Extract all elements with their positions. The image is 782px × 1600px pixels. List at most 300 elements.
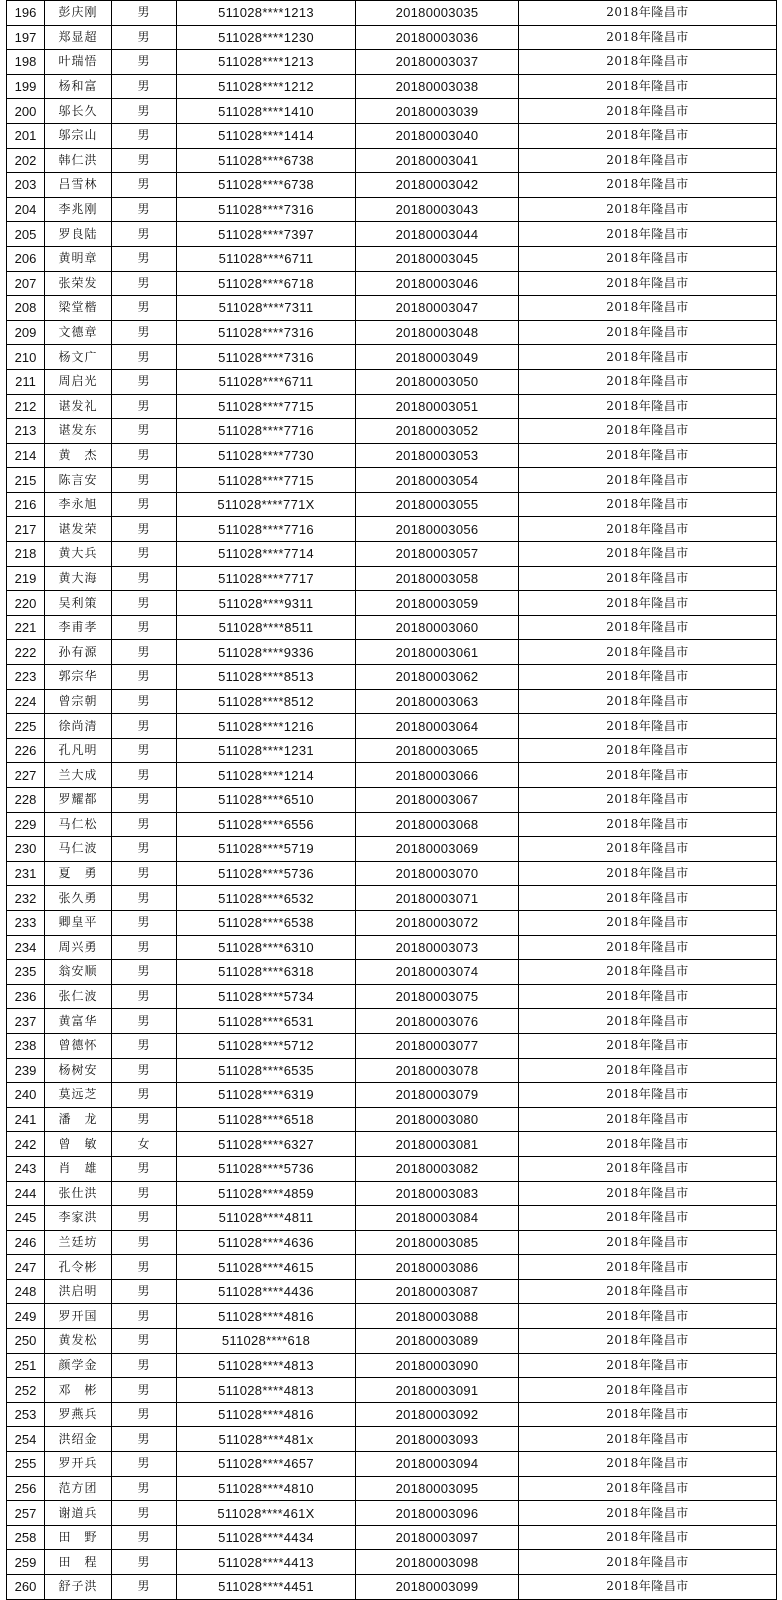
row-number-cell: 237 (7, 1009, 45, 1034)
certificate-number-cell: 20180003080 (356, 1107, 519, 1132)
table-row (7, 99, 777, 124)
person-name-cell: 张仕洪 (45, 1181, 112, 1206)
gender-cell: 男 (112, 935, 177, 960)
row-number-cell: 212 (7, 394, 45, 419)
id-number-cell: 511028****8513 (177, 665, 356, 690)
row-number-cell: 245 (7, 1206, 45, 1231)
batch-location-cell: 2018年隆昌市 (519, 1402, 777, 1427)
batch-location-cell: 2018年隆昌市 (519, 246, 777, 271)
person-name-cell: 莫远芝 (45, 1083, 112, 1108)
certificate-number-cell: 20180003038 (356, 74, 519, 99)
table-row (7, 542, 777, 567)
certificate-number-cell: 20180003058 (356, 566, 519, 591)
gender-cell: 男 (112, 443, 177, 468)
row-number-cell: 248 (7, 1279, 45, 1304)
id-number-cell: 511028****7316 (177, 320, 356, 345)
gender-cell: 男 (112, 1575, 177, 1600)
id-number-cell: 511028****6718 (177, 271, 356, 296)
id-number-cell: 511028****6738 (177, 173, 356, 198)
id-number-cell: 511028****1230 (177, 25, 356, 50)
id-number-cell: 511028****4657 (177, 1452, 356, 1477)
batch-location-cell: 2018年隆昌市 (519, 788, 777, 813)
gender-cell: 男 (112, 74, 177, 99)
table-row (7, 763, 777, 788)
batch-location-cell: 2018年隆昌市 (519, 369, 777, 394)
person-name-cell: 罗开兵 (45, 1452, 112, 1477)
id-number-cell: 511028****4859 (177, 1181, 356, 1206)
certificate-number-cell: 20180003091 (356, 1378, 519, 1403)
person-name-cell: 孔凡明 (45, 738, 112, 763)
row-number-cell: 204 (7, 197, 45, 222)
id-number-cell: 511028****5736 (177, 1156, 356, 1181)
table-row (7, 1550, 777, 1575)
table-row (7, 369, 777, 394)
batch-location-cell: 2018年隆昌市 (519, 468, 777, 493)
person-name-cell: 舒子洪 (45, 1575, 112, 1600)
batch-location-cell: 2018年隆昌市 (519, 861, 777, 886)
certificate-number-cell: 20180003045 (356, 246, 519, 271)
row-number-cell: 243 (7, 1156, 45, 1181)
row-number-cell: 220 (7, 591, 45, 616)
row-number-cell: 253 (7, 1402, 45, 1427)
person-name-cell: 孔令彬 (45, 1255, 112, 1280)
certificate-number-cell: 20180003050 (356, 369, 519, 394)
table-row (7, 665, 777, 690)
person-name-cell: 吴利策 (45, 591, 112, 616)
certificate-number-cell: 20180003072 (356, 910, 519, 935)
table-row (7, 615, 777, 640)
certificate-number-cell: 20180003064 (356, 714, 519, 739)
gender-cell: 男 (112, 788, 177, 813)
batch-location-cell: 2018年隆昌市 (519, 615, 777, 640)
certificate-number-cell: 20180003076 (356, 1009, 519, 1034)
batch-location-cell: 2018年隆昌市 (519, 1525, 777, 1550)
batch-location-cell: 2018年隆昌市 (519, 1033, 777, 1058)
gender-cell: 男 (112, 246, 177, 271)
certificate-number-cell: 20180003068 (356, 812, 519, 837)
row-number-cell: 210 (7, 345, 45, 370)
gender-cell: 男 (112, 50, 177, 75)
certificate-number-cell: 20180003035 (356, 1, 519, 26)
gender-cell: 男 (112, 1107, 177, 1132)
gender-cell: 男 (112, 1304, 177, 1329)
certificate-number-cell: 20180003083 (356, 1181, 519, 1206)
id-number-cell: 511028****4811 (177, 1206, 356, 1231)
certificate-number-cell: 20180003093 (356, 1427, 519, 1452)
person-name-cell: 翁安顺 (45, 960, 112, 985)
batch-location-cell: 2018年隆昌市 (519, 1550, 777, 1575)
batch-location-cell: 2018年隆昌市 (519, 1058, 777, 1083)
certificate-number-cell: 20180003065 (356, 738, 519, 763)
id-number-cell: 511028****6711 (177, 369, 356, 394)
gender-cell: 男 (112, 296, 177, 321)
gender-cell: 男 (112, 1009, 177, 1034)
certificate-number-cell: 20180003053 (356, 443, 519, 468)
person-name-cell: 兰大成 (45, 763, 112, 788)
person-name-cell: 周启光 (45, 369, 112, 394)
row-number-cell: 201 (7, 123, 45, 148)
row-number-cell: 196 (7, 1, 45, 26)
certificate-number-cell: 20180003085 (356, 1230, 519, 1255)
certificate-number-cell: 20180003043 (356, 197, 519, 222)
id-number-cell: 511028****1410 (177, 99, 356, 124)
table-row (7, 591, 777, 616)
id-number-cell: 511028****6738 (177, 148, 356, 173)
gender-cell: 男 (112, 1255, 177, 1280)
row-number-cell: 241 (7, 1107, 45, 1132)
id-number-cell: 511028****8512 (177, 689, 356, 714)
row-number-cell: 250 (7, 1329, 45, 1354)
batch-location-cell: 2018年隆昌市 (519, 1156, 777, 1181)
batch-location-cell: 2018年隆昌市 (519, 837, 777, 862)
table-row (7, 738, 777, 763)
row-number-cell: 207 (7, 271, 45, 296)
table-row (7, 1452, 777, 1477)
batch-location-cell: 2018年隆昌市 (519, 640, 777, 665)
batch-location-cell: 2018年隆昌市 (519, 173, 777, 198)
table-row (7, 984, 777, 1009)
id-number-cell: 511028****771X (177, 492, 356, 517)
table-row (7, 517, 777, 542)
gender-cell: 男 (112, 1329, 177, 1354)
roster-table (6, 0, 777, 1600)
table-row (7, 1304, 777, 1329)
batch-location-cell: 2018年隆昌市 (519, 419, 777, 444)
certificate-number-cell: 20180003094 (356, 1452, 519, 1477)
certificate-number-cell: 20180003069 (356, 837, 519, 862)
person-name-cell: 张久勇 (45, 886, 112, 911)
id-number-cell: 511028****7715 (177, 468, 356, 493)
person-name-cell: 谌发礼 (45, 394, 112, 419)
person-name-cell: 黄明章 (45, 246, 112, 271)
gender-cell: 男 (112, 689, 177, 714)
person-name-cell: 杨树安 (45, 1058, 112, 1083)
batch-location-cell: 2018年隆昌市 (519, 1255, 777, 1280)
row-number-cell: 222 (7, 640, 45, 665)
batch-location-cell: 2018年隆昌市 (519, 517, 777, 542)
batch-location-cell: 2018年隆昌市 (519, 1279, 777, 1304)
batch-location-cell: 2018年隆昌市 (519, 910, 777, 935)
row-number-cell: 239 (7, 1058, 45, 1083)
id-number-cell: 511028****7716 (177, 517, 356, 542)
person-name-cell: 曾宗朝 (45, 689, 112, 714)
batch-location-cell: 2018年隆昌市 (519, 689, 777, 714)
person-name-cell: 潘 龙 (45, 1107, 112, 1132)
row-number-cell: 202 (7, 148, 45, 173)
batch-location-cell: 2018年隆昌市 (519, 886, 777, 911)
batch-location-cell: 2018年隆昌市 (519, 591, 777, 616)
batch-location-cell: 2018年隆昌市 (519, 271, 777, 296)
batch-location-cell: 2018年隆昌市 (519, 1575, 777, 1600)
table-row (7, 74, 777, 99)
certificate-number-cell: 20180003047 (356, 296, 519, 321)
gender-cell: 男 (112, 369, 177, 394)
table-row (7, 320, 777, 345)
person-name-cell: 洪启明 (45, 1279, 112, 1304)
row-number-cell: 206 (7, 246, 45, 271)
person-name-cell: 李兆刚 (45, 197, 112, 222)
row-number-cell: 246 (7, 1230, 45, 1255)
row-number-cell: 257 (7, 1501, 45, 1526)
person-name-cell: 文德章 (45, 320, 112, 345)
certificate-number-cell: 20180003079 (356, 1083, 519, 1108)
table-row (7, 197, 777, 222)
id-number-cell: 511028****1212 (177, 74, 356, 99)
person-name-cell: 马仁松 (45, 812, 112, 837)
table-row (7, 812, 777, 837)
row-number-cell: 200 (7, 99, 45, 124)
id-number-cell: 511028****4413 (177, 1550, 356, 1575)
person-name-cell: 黄大兵 (45, 542, 112, 567)
person-name-cell: 叶瑞悟 (45, 50, 112, 75)
person-name-cell: 卿皇平 (45, 910, 112, 935)
batch-location-cell: 2018年隆昌市 (519, 1132, 777, 1157)
id-number-cell: 511028****6510 (177, 788, 356, 813)
person-name-cell: 范方团 (45, 1476, 112, 1501)
id-number-cell: 511028****4636 (177, 1230, 356, 1255)
gender-cell: 男 (112, 1525, 177, 1550)
gender-cell: 男 (112, 271, 177, 296)
table-row (7, 837, 777, 862)
row-number-cell: 215 (7, 468, 45, 493)
batch-location-cell: 2018年隆昌市 (519, 714, 777, 739)
table-row (7, 861, 777, 886)
id-number-cell: 511028****618 (177, 1329, 356, 1354)
batch-location-cell: 2018年隆昌市 (519, 1206, 777, 1231)
table-row (7, 788, 777, 813)
gender-cell: 男 (112, 591, 177, 616)
batch-location-cell: 2018年隆昌市 (519, 1452, 777, 1477)
gender-cell: 男 (112, 1427, 177, 1452)
gender-cell: 男 (112, 1402, 177, 1427)
id-number-cell: 511028****4816 (177, 1402, 356, 1427)
batch-location-cell: 2018年隆昌市 (519, 345, 777, 370)
certificate-number-cell: 20180003056 (356, 517, 519, 542)
gender-cell: 女 (112, 1132, 177, 1157)
id-number-cell: 511028****4615 (177, 1255, 356, 1280)
row-number-cell: 203 (7, 173, 45, 198)
id-number-cell: 511028****481x (177, 1427, 356, 1452)
table-row (7, 50, 777, 75)
gender-cell: 男 (112, 566, 177, 591)
certificate-number-cell: 20180003036 (356, 25, 519, 50)
row-number-cell: 238 (7, 1033, 45, 1058)
table-row (7, 1402, 777, 1427)
gender-cell: 男 (112, 542, 177, 567)
id-number-cell: 511028****4436 (177, 1279, 356, 1304)
certificate-number-cell: 20180003082 (356, 1156, 519, 1181)
batch-location-cell: 2018年隆昌市 (519, 320, 777, 345)
certificate-number-cell: 20180003063 (356, 689, 519, 714)
row-number-cell: 225 (7, 714, 45, 739)
certificate-number-cell: 20180003061 (356, 640, 519, 665)
id-number-cell: 511028****7311 (177, 296, 356, 321)
certificate-number-cell: 20180003070 (356, 861, 519, 886)
id-number-cell: 511028****5719 (177, 837, 356, 862)
batch-location-cell: 2018年隆昌市 (519, 738, 777, 763)
gender-cell: 男 (112, 1378, 177, 1403)
table-row (7, 1107, 777, 1132)
person-name-cell: 徐尚清 (45, 714, 112, 739)
batch-location-cell: 2018年隆昌市 (519, 492, 777, 517)
batch-location-cell: 2018年隆昌市 (519, 763, 777, 788)
table-row (7, 1353, 777, 1378)
table-row (7, 394, 777, 419)
table-row (7, 1132, 777, 1157)
id-number-cell: 511028****7715 (177, 394, 356, 419)
gender-cell: 男 (112, 640, 177, 665)
gender-cell: 男 (112, 861, 177, 886)
certificate-number-cell: 20180003087 (356, 1279, 519, 1304)
batch-location-cell: 2018年隆昌市 (519, 812, 777, 837)
table-row (7, 1427, 777, 1452)
row-number-cell: 242 (7, 1132, 45, 1157)
batch-location-cell: 2018年隆昌市 (519, 1181, 777, 1206)
row-number-cell: 217 (7, 517, 45, 542)
row-number-cell: 224 (7, 689, 45, 714)
table-row (7, 173, 777, 198)
table-row (7, 1501, 777, 1526)
id-number-cell: 511028****6319 (177, 1083, 356, 1108)
person-name-cell: 罗耀都 (45, 788, 112, 813)
gender-cell: 男 (112, 517, 177, 542)
certificate-number-cell: 20180003095 (356, 1476, 519, 1501)
person-name-cell: 黄富华 (45, 1009, 112, 1034)
row-number-cell: 221 (7, 615, 45, 640)
batch-location-cell: 2018年隆昌市 (519, 935, 777, 960)
row-number-cell: 198 (7, 50, 45, 75)
person-name-cell: 梁堂楷 (45, 296, 112, 321)
id-number-cell: 511028****1216 (177, 714, 356, 739)
table-row (7, 1255, 777, 1280)
person-name-cell: 罗良陆 (45, 222, 112, 247)
id-number-cell: 511028****1231 (177, 738, 356, 763)
table-row (7, 123, 777, 148)
batch-location-cell: 2018年隆昌市 (519, 222, 777, 247)
id-number-cell: 511028****1213 (177, 50, 356, 75)
batch-location-cell: 2018年隆昌市 (519, 1083, 777, 1108)
table-row (7, 960, 777, 985)
batch-location-cell: 2018年隆昌市 (519, 1329, 777, 1354)
certificate-number-cell: 20180003060 (356, 615, 519, 640)
gender-cell: 男 (112, 812, 177, 837)
certificate-number-cell: 20180003096 (356, 1501, 519, 1526)
batch-location-cell: 2018年隆昌市 (519, 566, 777, 591)
row-number-cell: 197 (7, 25, 45, 50)
row-number-cell: 223 (7, 665, 45, 690)
id-number-cell: 511028****6711 (177, 246, 356, 271)
person-name-cell: 黄发松 (45, 1329, 112, 1354)
roster-sheet (6, 0, 776, 1598)
id-number-cell: 511028****4451 (177, 1575, 356, 1600)
id-number-cell: 511028****6310 (177, 935, 356, 960)
gender-cell: 男 (112, 1550, 177, 1575)
person-name-cell: 李甫孝 (45, 615, 112, 640)
person-name-cell: 曾 敏 (45, 1132, 112, 1157)
row-number-cell: 259 (7, 1550, 45, 1575)
person-name-cell: 田 野 (45, 1525, 112, 1550)
person-name-cell: 杨和富 (45, 74, 112, 99)
table-row (7, 1230, 777, 1255)
row-number-cell: 214 (7, 443, 45, 468)
table-row (7, 1033, 777, 1058)
certificate-number-cell: 20180003057 (356, 542, 519, 567)
gender-cell: 男 (112, 960, 177, 985)
row-number-cell: 244 (7, 1181, 45, 1206)
id-number-cell: 511028****9336 (177, 640, 356, 665)
person-name-cell: 田 程 (45, 1550, 112, 1575)
person-name-cell: 洪绍金 (45, 1427, 112, 1452)
batch-location-cell: 2018年隆昌市 (519, 74, 777, 99)
id-number-cell: 511028****6535 (177, 1058, 356, 1083)
batch-location-cell: 2018年隆昌市 (519, 1476, 777, 1501)
gender-cell: 男 (112, 345, 177, 370)
batch-location-cell: 2018年隆昌市 (519, 1230, 777, 1255)
row-number-cell: 213 (7, 419, 45, 444)
id-number-cell: 511028****8511 (177, 615, 356, 640)
id-number-cell: 511028****7397 (177, 222, 356, 247)
certificate-number-cell: 20180003052 (356, 419, 519, 444)
person-name-cell: 曾德怀 (45, 1033, 112, 1058)
id-number-cell: 511028****4813 (177, 1353, 356, 1378)
certificate-number-cell: 20180003048 (356, 320, 519, 345)
batch-location-cell: 2018年隆昌市 (519, 50, 777, 75)
gender-cell: 男 (112, 148, 177, 173)
person-name-cell: 马仁波 (45, 837, 112, 862)
certificate-number-cell: 20180003078 (356, 1058, 519, 1083)
certificate-number-cell: 20180003084 (356, 1206, 519, 1231)
table-row (7, 246, 777, 271)
certificate-number-cell: 20180003040 (356, 123, 519, 148)
batch-location-cell: 2018年隆昌市 (519, 25, 777, 50)
table-row (7, 148, 777, 173)
gender-cell: 男 (112, 222, 177, 247)
row-number-cell: 218 (7, 542, 45, 567)
person-name-cell: 谢道兵 (45, 1501, 112, 1526)
row-number-cell: 247 (7, 1255, 45, 1280)
row-number-cell: 235 (7, 960, 45, 985)
table-row (7, 1206, 777, 1231)
batch-location-cell: 2018年隆昌市 (519, 665, 777, 690)
person-name-cell: 韩仁洪 (45, 148, 112, 173)
table-row (7, 1329, 777, 1354)
certificate-number-cell: 20180003075 (356, 984, 519, 1009)
row-number-cell: 251 (7, 1353, 45, 1378)
id-number-cell: 511028****6518 (177, 1107, 356, 1132)
batch-location-cell: 2018年隆昌市 (519, 1107, 777, 1132)
row-number-cell: 230 (7, 837, 45, 862)
gender-cell: 男 (112, 1230, 177, 1255)
batch-location-cell: 2018年隆昌市 (519, 1353, 777, 1378)
row-number-cell: 211 (7, 369, 45, 394)
table-row (7, 714, 777, 739)
table-row (7, 689, 777, 714)
gender-cell: 男 (112, 1353, 177, 1378)
gender-cell: 男 (112, 837, 177, 862)
person-name-cell: 孙有源 (45, 640, 112, 665)
gender-cell: 男 (112, 1083, 177, 1108)
table-row (7, 468, 777, 493)
batch-location-cell: 2018年隆昌市 (519, 197, 777, 222)
row-number-cell: 226 (7, 738, 45, 763)
gender-cell: 男 (112, 1501, 177, 1526)
person-name-cell: 吕雪林 (45, 173, 112, 198)
row-number-cell: 234 (7, 935, 45, 960)
table-row (7, 1279, 777, 1304)
gender-cell: 男 (112, 419, 177, 444)
gender-cell: 男 (112, 173, 177, 198)
table-row (7, 1, 777, 26)
